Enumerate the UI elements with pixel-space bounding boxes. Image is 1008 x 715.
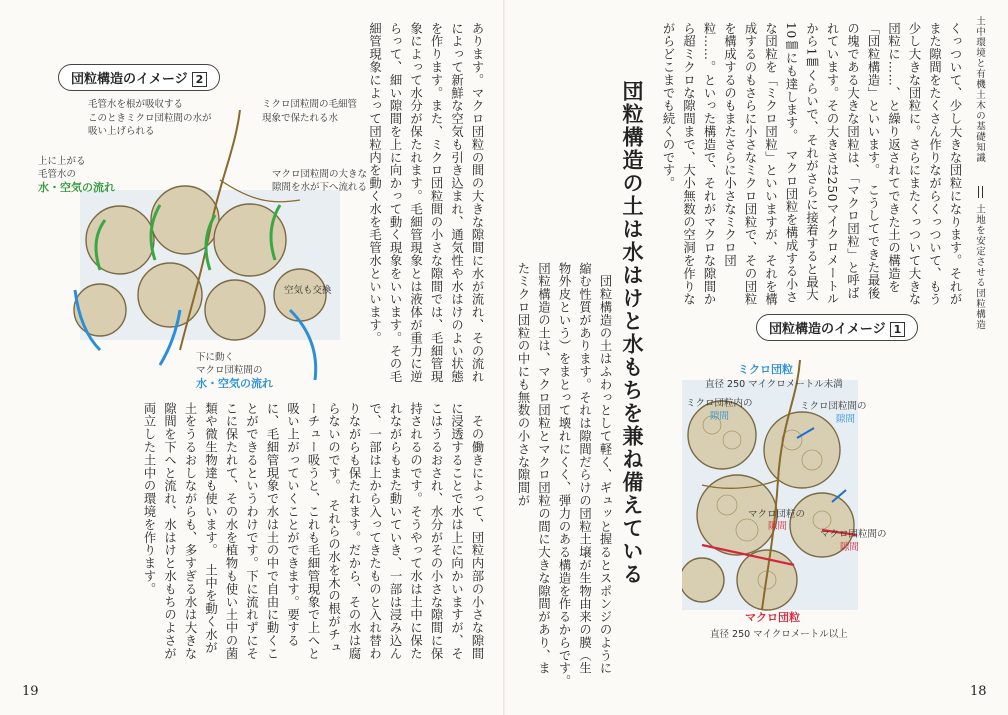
- left-body-text-top: あります。マクロ団粒の間の大きな隙間に水が流れ、その流れによって新鮮な空気も引き込まれ、通気性や水はけのよい状態を作ります。また、ミクロ団粒間の小さな隙間では、毛細管現象によって水分が保たれます。毛細管現象とは液体が重力に逆らって、細い隙間を上に向かって動く現象をいいます。その毛細管現象によって団粒内を動く水を毛管水といいます。: [367, 22, 484, 384]
- fig1-between-macro-b1: 隙間: [768, 521, 788, 532]
- header-divider-2: [982, 186, 983, 198]
- figure-1-number: 1: [890, 322, 906, 337]
- header-divider: [978, 186, 979, 198]
- fig2-label-12: 下に動く: [196, 352, 235, 363]
- right-intro-text: くっついて、少し大きな団粒になります。それがまた隙間をたくさん作りながらくっついて、もう少し大きな団粒に。さらにまたくっついて大きな団粒に……、と繰り返されてできた土の構造を「団粒構造」といいます。 こうしてできた最後の塊である大きな団粒は、「マクロ団粒」と呼ばれています。その大きさは250マイクロメートルから1㎜くらいで、それがさらに接着すると最大10㎜にも達します。 マクロ団粒を構成する小さな団粒を「ミクロ団粒」といいますが、それを構成するのもさらに小さなミクロ団粒で、その団粒を構成するのもまたさらに小さなミクロ団粒……。といった構造で、それがマクロな隙間から超ミクロな隙間まで、大小無数の空洞を作りながらどこまでも続くのです。: [661, 22, 962, 306]
- page-number-right: 18: [970, 684, 987, 699]
- right-body-text: 団粒構造の土はふわっとして軽く、ギュッと握るとスポンジのように縮む性質があります。それは隙間だらけの団粒土壌が生物由来の膜（生物外皮という）をまとって壊れにくく、弾力のある構造を作るからです。 団粒構造の土は、マクロ団粒とマクロ団粒の間に大きな隙間があり、またミクロ団粒の中にも無数の小さな隙間が: [516, 262, 612, 695]
- figure-2-title: [58, 64, 220, 91]
- fig2-aggregate: [138, 263, 202, 327]
- fig2-label-4: 上に上がる: [38, 156, 86, 167]
- section-headline: 団粒構造の土は水はけと水もちを兼ね備えている: [620, 80, 644, 586]
- fig1-between-macro-b2: 隙間: [840, 542, 860, 553]
- figure-2-title-text: 団粒構造のイメージ: [71, 72, 188, 87]
- fig2-label-13: マクロ団粒間の: [196, 365, 263, 376]
- fig1-between-micro-a: ミクロ団粒間の: [800, 401, 867, 412]
- figure-2-number: 2: [192, 72, 208, 87]
- fig2-label-9: マクロ団粒間の大きな: [272, 169, 368, 180]
- fig2-aggregate: [151, 186, 219, 254]
- fig1-aggregate: [764, 412, 840, 488]
- fig1-micro-label: ミクロ団粒: [738, 363, 793, 376]
- fig1-between-micro-b: 隙間: [836, 414, 856, 425]
- fig2-label-2: このときミクロ団粒間の水が: [88, 113, 212, 124]
- page-gutter: [503, 0, 505, 715]
- fig2-label-8: 現象で保たれる水: [262, 113, 339, 124]
- fig1-inner-gap-a: ミクロ団粒内の: [686, 398, 753, 409]
- fig2-label-10: 隙間を水が下へ流れる: [272, 182, 368, 193]
- fig1-aggregate: [682, 558, 724, 602]
- fig2-label-5: 毛管水の: [38, 169, 77, 180]
- running-header-section: 土地を安定させる団粒構造: [974, 204, 985, 330]
- fig1-between-macro-a1: マクロ団粒の: [748, 509, 806, 520]
- fig1-between-macro-a2: マクロ団粒間の: [820, 529, 887, 540]
- running-header-series: 土中環境と有機土木の基礎知識: [974, 16, 985, 163]
- fig2-label-7: ミクロ団粒間の毛細管: [262, 99, 358, 110]
- fig2-label-11: 空気も交換: [284, 285, 332, 296]
- fig1-macro-label: マクロ団粒: [745, 611, 800, 624]
- fig1-macro-size: 直径 250 マイクロメートル以上: [710, 629, 848, 640]
- left-body-text-bottom: その働きによって、団粒内部の小さな隙間に浸透することで水は上に向かいますが、そこはうるおされ、水分がその小さな隙間に保持されるのです。そうやって水は土中に保たれながらもまた動いていき、一部は浸み込んで、一部は上から入ってきたものと入れ替わりながらも保たれます。だから、その水は腐らないのです。 それらの水を木の根がチューチュー吸うと、これも毛細管現象で上へと吸い上がっていくことができます。要するに、毛細管現象で水は土の中で自由に動くことができるというわけです。下に流れずにそこに保たれて、その水を植物も使い土中の菌類や微生物達も使います。 土中を動く水が土をうるおしながらも、多すぎる水は大きな隙間を下へと流れ、水はけと水もちのよさが両立した土中の環境を作ります。: [142, 402, 484, 660]
- figure-1-title-text: 団粒構造のイメージ: [769, 322, 886, 337]
- fig2-label-14: 水・空気の流れ: [196, 377, 273, 390]
- fig1-inner-gap-b: 隙間: [710, 411, 730, 422]
- fig2-aggregate: [74, 284, 126, 336]
- fig1-micro-size: 直径 250 マイクロメートル未満: [705, 379, 843, 390]
- fig2-label-6: 水・空気の流れ: [38, 181, 115, 194]
- page-number-left: 19: [22, 684, 39, 699]
- fig2-aggregate: [205, 280, 265, 340]
- figure-1-title: [756, 314, 918, 341]
- fig2-label-1: 毛管水を根が吸収する: [88, 99, 184, 110]
- fig2-label-3: 吸い上げられる: [88, 126, 155, 137]
